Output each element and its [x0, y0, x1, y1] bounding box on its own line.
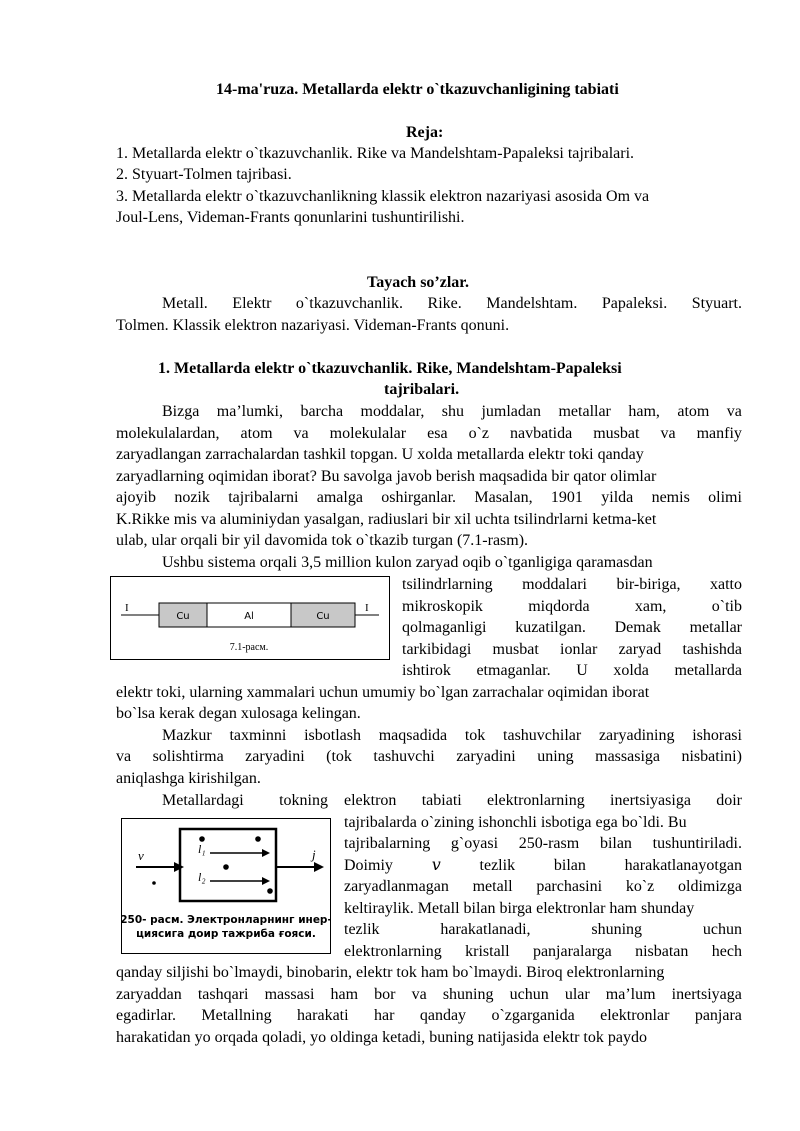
inertia-diagram [122, 819, 330, 953]
paragraph-line: harakatidan yo orqada qoladi, yo oldinga ketadi, buning natijasida elektr tok paydo [116, 1029, 647, 1046]
paragraph-line: ishtirok etmaganlar. U xolda metallarda [402, 662, 742, 679]
plan-heading: Reja: [406, 124, 444, 141]
segment-label-al: Al [244, 611, 254, 622]
paragraph-line: qanday siljishi bo`lmaydi, binobarin, elektr tok ham bo`lmaydi. Biroq elektronlarning [116, 964, 665, 981]
paragraph-line: tezlik harakatlanadi, shuning uchun [344, 921, 742, 938]
paragraph-line: Doimiy 𝑣 tezlik bilan harakatlanayotgan [344, 857, 742, 874]
keywords-line: Tolmen. Klassik elektron nazariyasi. Videman-Frants qonuni. [116, 317, 510, 334]
electron-label: l₂ [198, 870, 206, 884]
paragraph-line: mikroskopik miqdorda xam, o`tib [402, 598, 742, 615]
plan-item: 3. Metallarda elektr o`tkazuvchanlikning klassik elektron nazariyasi asosida Om va [116, 188, 650, 205]
current-label-right: I [365, 602, 369, 614]
segment-label-cu: Cu [176, 611, 190, 622]
paragraph-line: ajoyib nozik tajribalarni amalga oshirganlar. Masalan, 1901 yilda nemis olimi [116, 489, 742, 506]
paragraph-line: tajribalarda o`zining ishonchli isbotiga ega bo`ldi. Bu [344, 814, 687, 831]
keywords-line: Metall. Elektr o`tkazuvchanlik. Rike. Mandelshtam. Papaleksi. Styuart. [162, 295, 742, 312]
paragraph-line: molekulalardan, atom va molekulalar esa o`z navbatida musbat va manfiy [116, 425, 742, 442]
paragraph-line: zaryadlangan zarrachalardan tashkil topgan. U xolda metallarda elektr toki qanday [116, 446, 644, 463]
plan-item: 1. Metallarda elektr o`tkazuvchanlik. Rike va Mandelshtam-Papaleksi tajribalari. [116, 145, 635, 162]
section-heading: tajribalari. [384, 381, 460, 398]
paragraph-line: tajribalarning g`oyasi 250-rasm bilan tushuntiriladi. [344, 835, 742, 852]
metal-block [180, 829, 276, 901]
paragraph-line: ulab, ular orqali bir yil davomida tok o`tkazib turgan (7.1-rasm). [116, 532, 529, 549]
paragraph-line: K.Rikke mis va aluminiydan yasalgan, radiuslari bir xil uchta tsilindrlarni ketma-ket [116, 511, 657, 528]
velocity-label: v [138, 848, 144, 863]
plan-item: Joul-Lens, Videman-Frants qonunlarini tushuntirilishi. [116, 209, 465, 226]
paragraph-line: qolmaganligi kuzatilgan. Demak metallar [402, 619, 742, 636]
segment-label-cu: Cu [316, 611, 330, 622]
figure-caption: циясига доир тажриба ғояси. [136, 928, 316, 940]
paragraph-line: Mazkur taxminni isbotlash maqsadida tok tashuvchilar zaryadining ishorasi [162, 727, 742, 744]
paragraph-line: tsilindrlarning moddalari bir-biriga, xatto [402, 576, 742, 593]
current-label: j [312, 847, 316, 862]
electron-dot [223, 864, 229, 870]
plan-item: 2. Styuart-Tolmen tajribasi. [116, 166, 292, 183]
figure-cylinders [110, 576, 390, 660]
paragraph-line: aniqlashga kirishilgan. [116, 770, 261, 787]
ion-dot [152, 881, 156, 885]
figure-caption: 250- расм. Электронларнинг инер- [122, 914, 330, 926]
electron-label: l₁ [198, 842, 206, 856]
paragraph-line: elektr toki, ularning xammalari uchun umumiy bo`lgan zarrachalar oqimidan iborat [116, 684, 650, 701]
paragraph-line: va solishtirma zaryadini (tok tashuvchi zaryadini uning massasiga nisbatini) [116, 748, 742, 765]
cylinders-diagram [111, 577, 389, 659]
figure-inertia-experiment [121, 818, 331, 954]
paragraph-line: zaryadlarning oqimidan iborat? Bu savolga javob berish maqsadida bir qator olimlar [116, 468, 657, 485]
paragraph-line: tarkibidagi musbat ionlar zaryad tashishda [402, 641, 742, 658]
electron-dot [255, 836, 261, 842]
paragraph-line: egadirlar. Metallning harakati har qanday o`zgarganida elektronlar panjara [116, 1007, 742, 1024]
figure-caption: 7.1-расм. [229, 642, 269, 653]
current-label-left: I [125, 602, 129, 614]
paragraph-line: bo`lsa kerak degan xulosaga kelingan. [116, 705, 361, 722]
paragraph-line: elektron tabiati elektronlarning inertsiyasiga doir [344, 792, 742, 809]
section-heading: 1. Metallarda elektr o`tkazuvchanlik. Rike, Mandelshtam-Papaleksi [158, 360, 622, 377]
document-title: 14-ma'ruza. Metallarda elektr o`tkazuvchanligining tabiati [216, 81, 619, 98]
electron-dot [199, 836, 205, 842]
paragraph-line: Metallardagi tokning [162, 792, 328, 809]
electron-dot [267, 888, 273, 894]
paragraph-line: Bizga ma’lumki, barcha moddalar, shu jumladan metallar ham, atom va [162, 403, 742, 420]
paragraph-line: Ushbu sistema orqali 3,5 million kulon zaryad oqib o`tganligiga qaramasdan [162, 554, 653, 571]
paragraph-line: elektronlarning kristall panjaralarga nisbatan hech [344, 943, 742, 960]
paragraph-line: zaryaddan tashqari massasi ham bor va shuning uchun ular ma’lum inertsiyaga [116, 986, 742, 1003]
paragraph-line: keltiraylik. Metall bilan birga elektronlar ham shunday [344, 900, 695, 917]
keywords-heading: Tayach so’zlar. [367, 274, 469, 291]
paragraph-line: zaryadlanmagan metall parchasini ko`z oldimizga [344, 878, 742, 895]
